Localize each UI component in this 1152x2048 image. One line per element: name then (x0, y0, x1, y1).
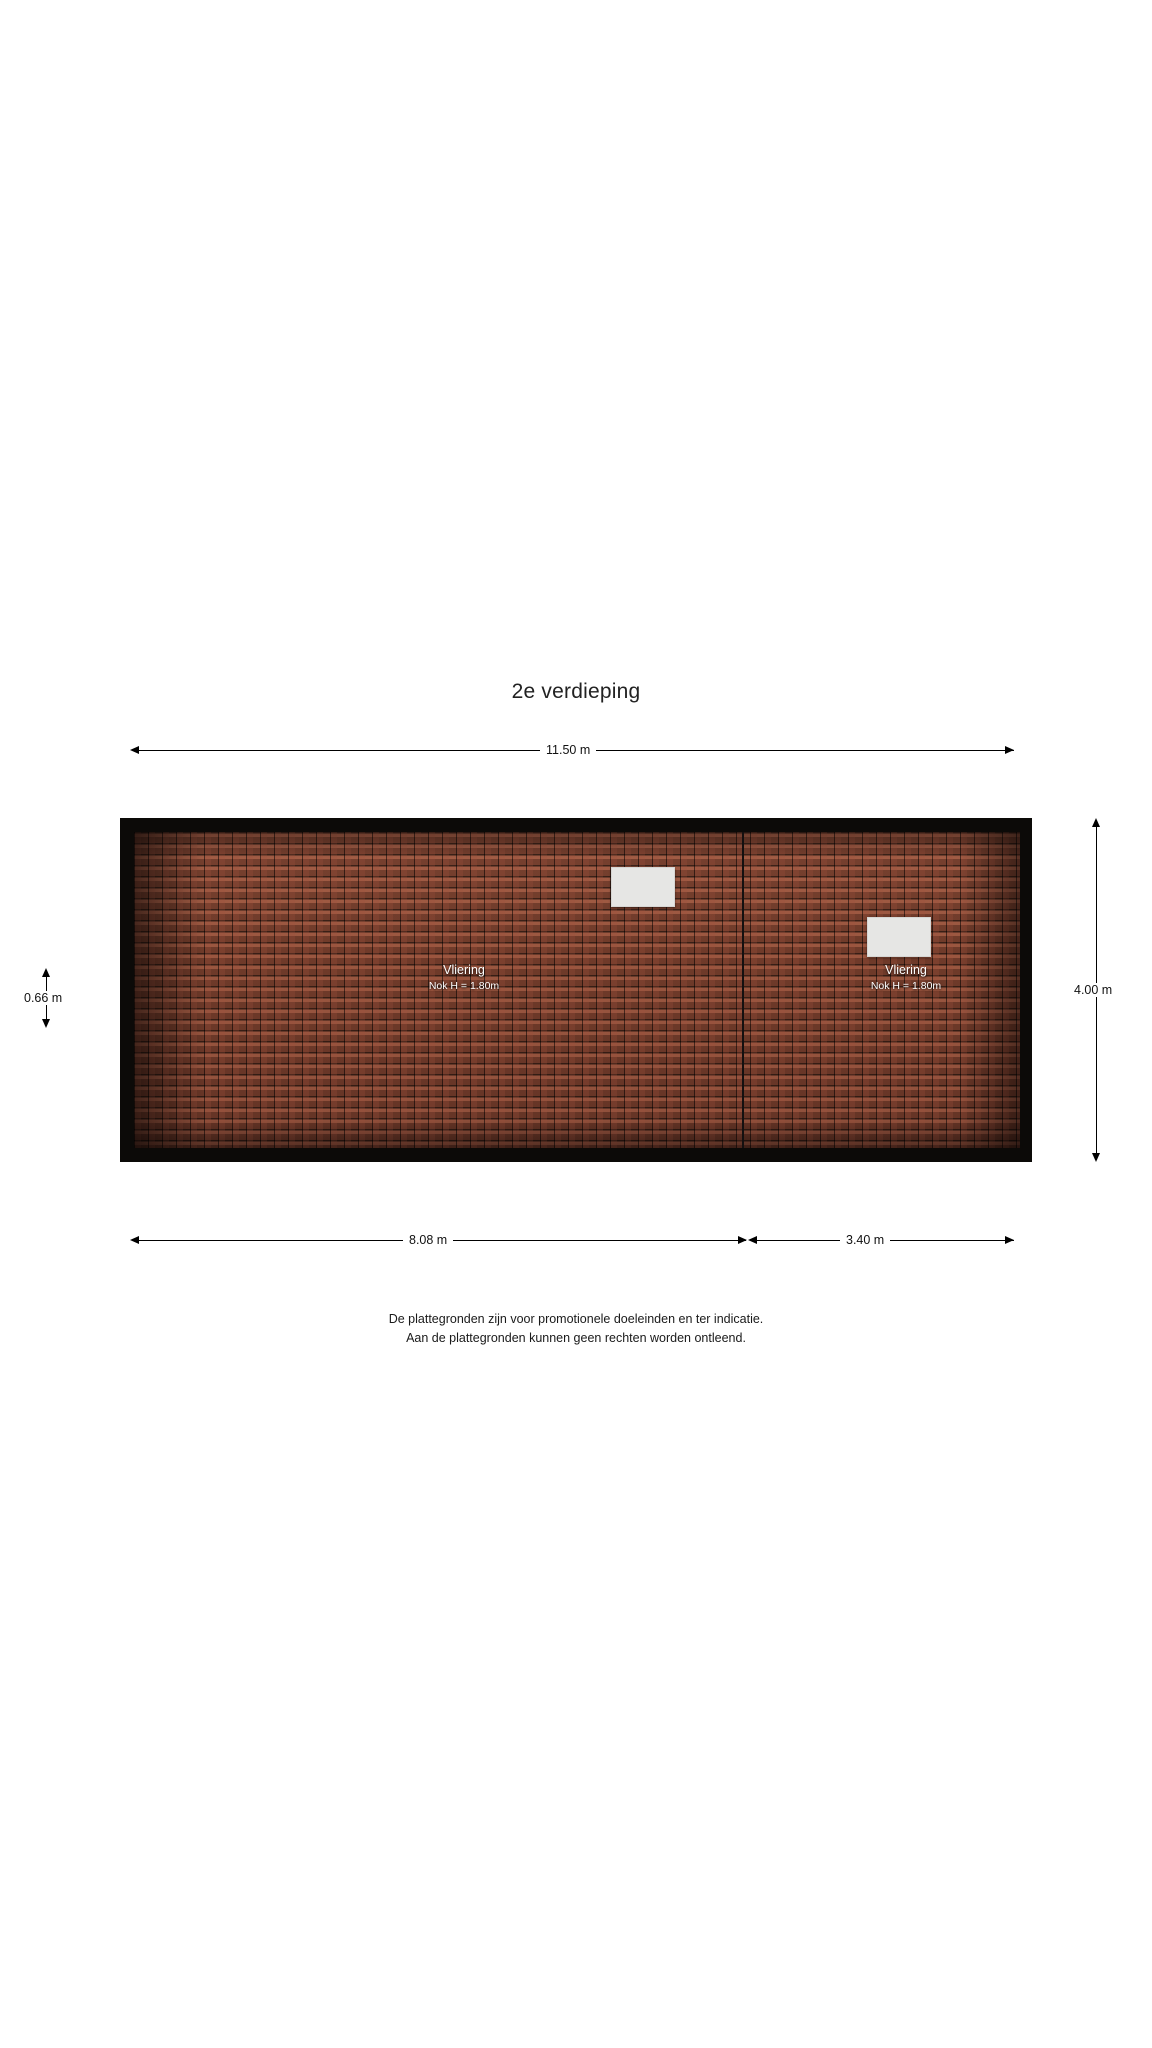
skylight-icon (611, 867, 675, 907)
roof-tiles (134, 832, 1020, 1148)
arrow-down-icon (42, 1019, 50, 1028)
room-label-vliering-left (374, 962, 554, 993)
arrow-left-icon (130, 1236, 139, 1244)
room-label-vliering-right (816, 962, 996, 993)
dimension-bottom-left-label: 8.08 m (403, 1233, 453, 1247)
room-height: Nok H = 1.80m (428, 979, 500, 992)
roof-shading (134, 1118, 1020, 1148)
roof-shading (134, 832, 1020, 858)
dimension-right-label: 4.00 m (1068, 983, 1118, 997)
arrow-left-icon (748, 1236, 757, 1244)
arrow-up-icon (1092, 818, 1100, 827)
disclaimer-line-1: De plattegronden zijn voor promotionele doeleinden en ter indicatie. (388, 1312, 764, 1326)
arrow-right-icon (738, 1236, 747, 1244)
arrow-up-icon (42, 968, 50, 977)
page-title: 2e verdieping (511, 680, 641, 703)
arrow-right-icon (1005, 1236, 1014, 1244)
arrow-down-icon (1092, 1153, 1100, 1162)
roof-shading (134, 832, 204, 1148)
arrow-left-icon (130, 746, 139, 754)
dimension-top-label: 11.50 m (540, 743, 596, 757)
room-name: Vliering (443, 963, 485, 977)
disclaimer-line-2: Aan de plattegronden kunnen geen rechten worden ontleend. (406, 1330, 746, 1345)
floorplan-outline (120, 818, 1032, 1162)
dimension-bottom-right-label: 3.40 m (840, 1233, 890, 1247)
arrow-right-icon (1005, 746, 1014, 754)
disclaimer (0, 1310, 1152, 1348)
skylight-icon (867, 917, 931, 957)
room-name: Vliering (885, 963, 927, 977)
interior-wall (742, 832, 744, 1148)
dimension-left-label: 0.66 m (18, 991, 68, 1005)
room-height: Nok H = 1.80m (870, 979, 942, 992)
